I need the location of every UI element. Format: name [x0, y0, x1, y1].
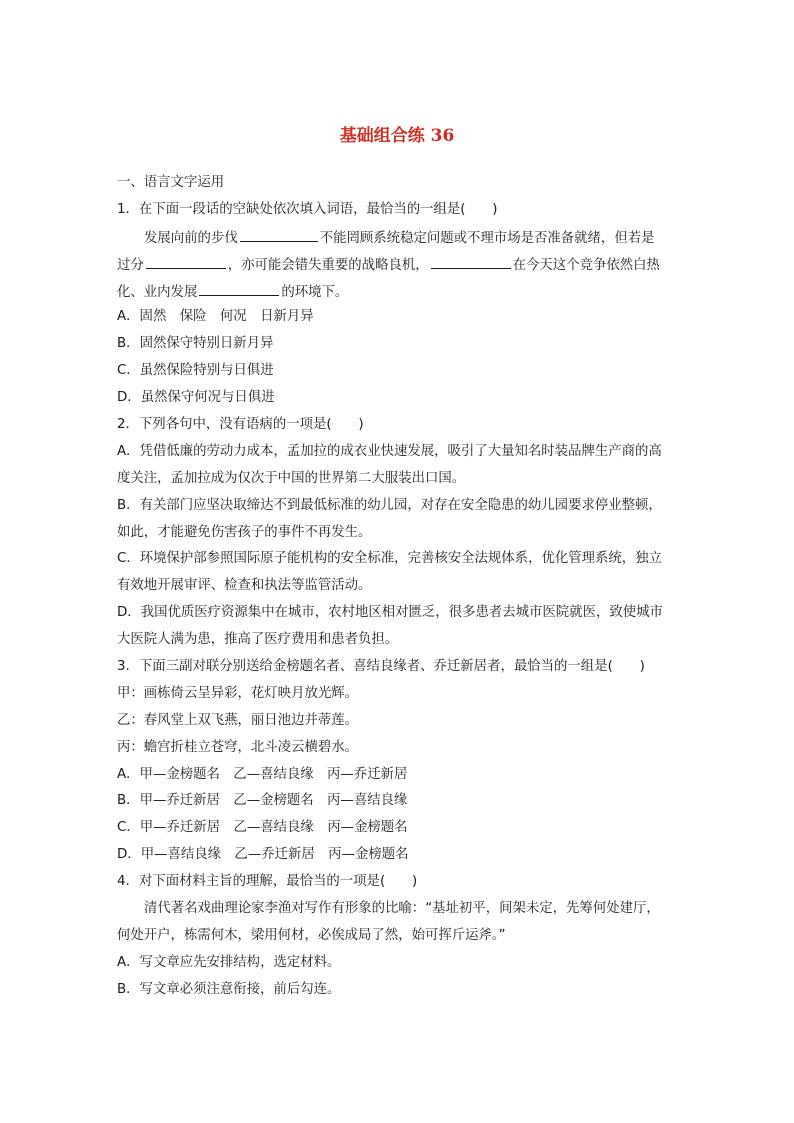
q4-stem: 4．对下面材料主旨的理解，最恰当的一项是( ) [117, 874, 418, 890]
q1-passage-line-2 [117, 251, 681, 278]
q1-text-2b: ，亦可能会错失重要的战略良机， [227, 257, 429, 273]
q3-option-a: A．甲—金榜题名 乙—喜结良缘 丙—乔迁新居 [117, 766, 408, 782]
q2-line: 大医院人满为患，推高了医疗费用和患者负担。 [117, 632, 399, 648]
q4-option-b: B．写文章必须注意衔接，前后勾连。 [117, 981, 341, 997]
q1-blank-3 [431, 251, 511, 269]
q2-line: B．有关部门应坚决取缔达不到最低标准的幼儿园，对存在安全隐患的幼儿园要求停业整顿， [117, 497, 662, 513]
q2-line: 有效地开展审评、检查和执法等监管活动。 [117, 578, 372, 594]
q1-blank-1 [240, 224, 318, 242]
document-body [117, 170, 681, 1004]
q1-text-2c: 在今天这个竞争依然白热 [512, 257, 660, 273]
q2-stem: 2．下列各句中，没有语病的一项是( ) [117, 417, 364, 433]
q1-option-c: C．虽然保险特别与日俱进 [117, 363, 274, 379]
q1-option-d: D．虽然保守何况与日俱进 [117, 390, 275, 406]
q1-stem: 1．在下面一段话的空缺处依次填入词语，最恰当的一组是( ) [117, 201, 498, 217]
q1-option-a: A．固然 保险 何况 日新月异 [117, 309, 314, 325]
q1-passage-line-1 [117, 224, 681, 251]
q1-option-b: B．固然保守特别日新月异 [117, 336, 274, 352]
q1-text-3a: 化、业内发展 [117, 284, 198, 300]
q4-passage-line-1: 清代著名戏曲理论家李渔对写作有形象的比喻：“基址初平，间架未定，先筹何处建厅， [144, 901, 660, 917]
q1-text-1b: 不能罔顾系统稳定问题或不理市场是否准备就绪，但若是 [319, 230, 655, 246]
section-heading: 一、语言文字运用 [117, 175, 225, 190]
q3-couplet-yi: 乙：春风堂上双飞燕，丽日池边并蒂莲。 [117, 712, 359, 728]
q3-option-d: D．甲—喜结良缘 乙—乔迁新居 丙—金榜题名 [117, 847, 409, 863]
q1-text-1a: 发展向前的步伐 [144, 230, 238, 246]
q2-line: 如此，才能避免伤害孩子的事件不再发生。 [117, 524, 372, 540]
q3-couplet-jia: 甲：画栋倚云呈异彩，花灯映月放光辉。 [117, 685, 359, 701]
q1-blank-4 [199, 278, 279, 296]
q2-line: D．我国优质医疗资源集中在城市，农村地区相对匮乏，很多患者去城市医院就医，致使城市 [117, 605, 663, 621]
q1-text-2a: 过分 [117, 257, 144, 273]
q2-line: 度关注，孟加拉成为仅次于中国的世界第二大服装出口国。 [117, 470, 466, 486]
page-title: 基础组合练 36 [339, 126, 455, 146]
q3-couplet-bing: 丙：蟾宫折桂立苍穹，北斗凌云横碧水。 [117, 739, 359, 755]
q1-blank-2 [146, 251, 226, 269]
q3-stem: 3．下面三副对联分别送给金榜题名者、喜结良缘者、乔迁新居者，最恰当的一组是( ) [117, 659, 645, 675]
q2-line: A．凭借低廉的劳动力成本，孟加拉的成衣业快速发展，吸引了大量知名时装品牌生产商的高 [117, 443, 662, 459]
q3-option-c: C．甲—乔迁新居 乙—喜结良缘 丙—金榜题名 [117, 820, 408, 836]
q3-option-b: B．甲—乔迁新居 乙—金榜题名 丙—喜结良缘 [117, 793, 408, 809]
q4-passage-line-2: 何处开户，栋需何木，梁用何材，必俟成局了然，始可挥斤运斧。” [117, 927, 506, 943]
q1-text-3b: 的环境下。 [281, 284, 349, 300]
q4-option-a: A．写文章应先安排结构，选定材料。 [117, 954, 341, 970]
q2-line: C．环境保护部参照国际原子能机构的安全标准，完善核安全法规体系，优化管理系统，独立 [117, 551, 662, 567]
q1-passage-line-3 [117, 278, 681, 305]
